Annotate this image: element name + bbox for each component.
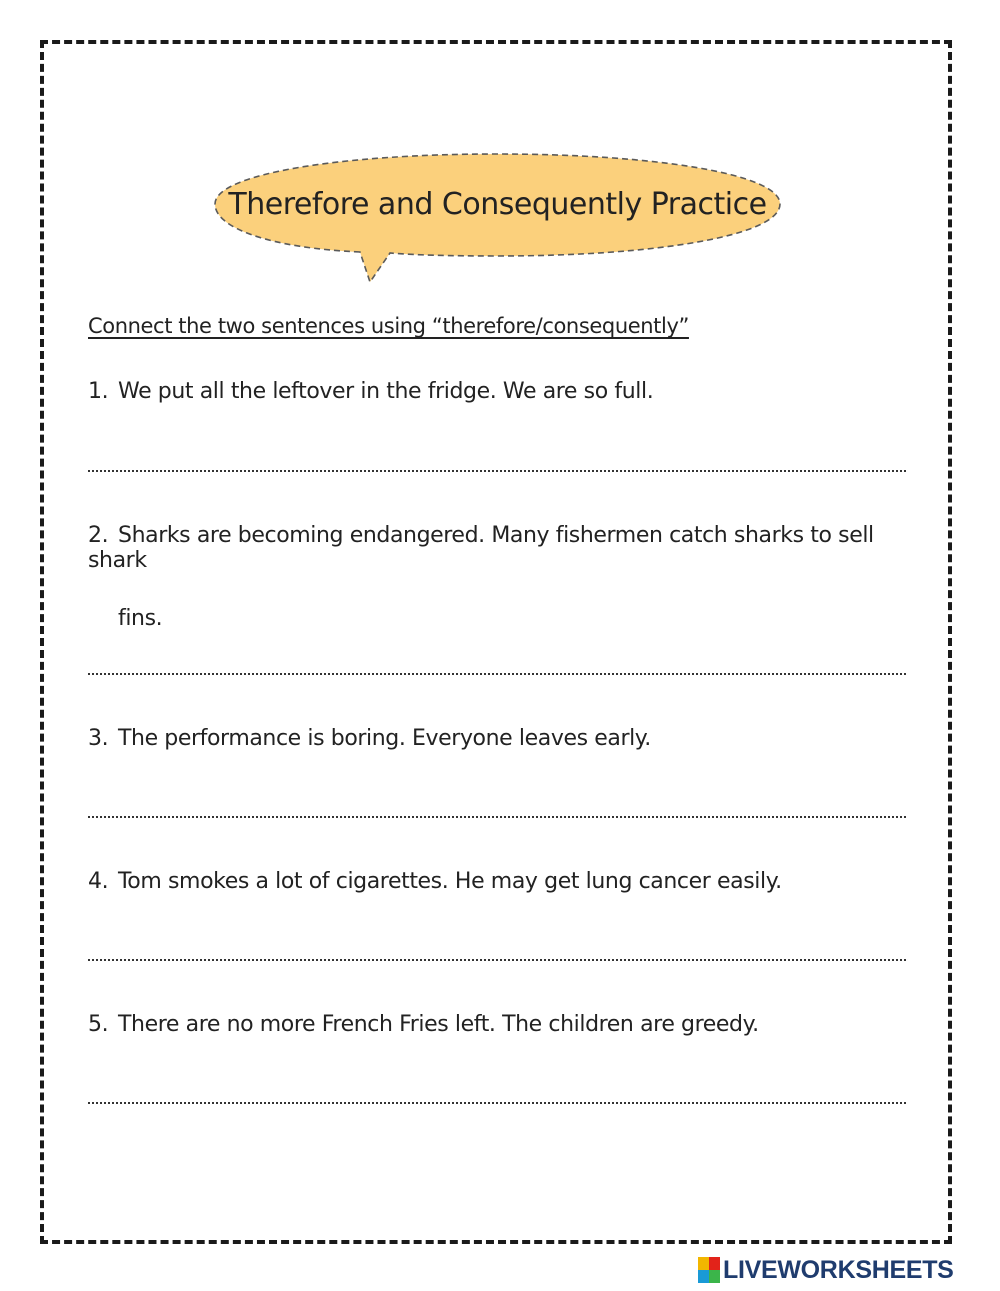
question-text: There are no more French Fries left. The children are greedy.: [118, 1012, 759, 1037]
answer-line-1[interactable]: [88, 470, 906, 472]
answer-line-5[interactable]: [88, 1102, 906, 1104]
question-number: 3.: [88, 726, 109, 751]
title-bubble: [210, 150, 785, 290]
question-number: 1.: [88, 379, 109, 404]
question-3: [88, 726, 908, 751]
liveworksheets-logo-icon: [698, 1257, 720, 1283]
instruction-text: Connect the two sentences using “therefore/consequently”: [88, 314, 689, 338]
question-number: 5.: [88, 1012, 109, 1037]
question-text-continuation: fins.: [118, 606, 163, 631]
question-2: [88, 523, 908, 631]
question-4: [88, 869, 908, 894]
answer-line-3[interactable]: [88, 816, 906, 818]
worksheet-title: Therefore and Consequently Practice: [228, 187, 767, 222]
liveworksheets-brand[interactable]: [698, 1256, 954, 1284]
question-text: The performance is boring. Everyone leaves early.: [118, 726, 651, 751]
question-text: Tom smokes a lot of cigarettes. He may get lung cancer easily.: [118, 869, 782, 894]
question-text: We put all the leftover in the fridge. We are so full.: [118, 379, 654, 404]
question-1: [88, 379, 908, 404]
answer-line-4[interactable]: [88, 959, 906, 961]
question-number: 2.: [88, 523, 109, 548]
question-number: 4.: [88, 869, 109, 894]
question-text: Sharks are becoming endangered. Many fishermen catch sharks to sell shark: [88, 523, 874, 573]
answer-line-2[interactable]: [88, 673, 906, 675]
brand-name: LIVEWORKSHEETS: [723, 1255, 954, 1284]
question-5: [88, 1012, 908, 1037]
